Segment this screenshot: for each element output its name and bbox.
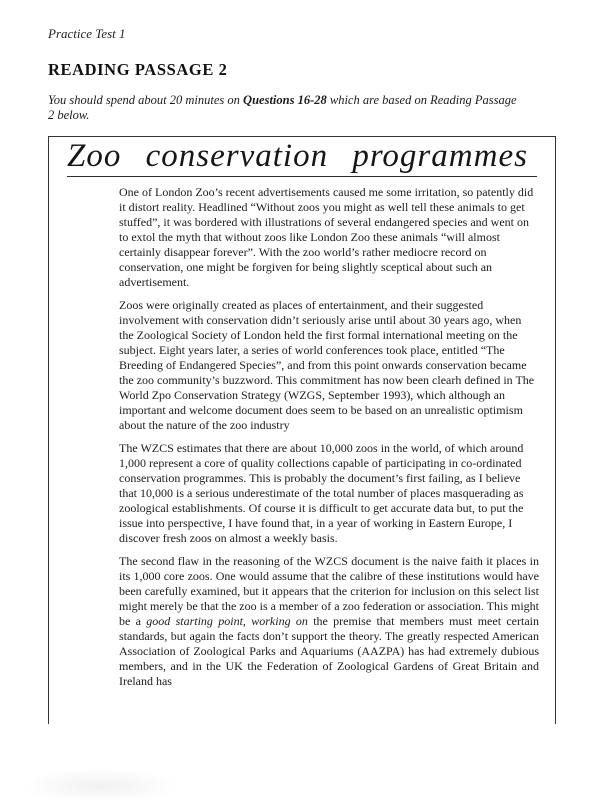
instruction-text (48, 93, 573, 123)
instruction-questions-range: Questions 16-28 (243, 93, 327, 107)
passage-paragraph-1 (119, 185, 539, 290)
running-header: Practice Test 1 (48, 26, 126, 41)
instruction-line2: 2 below. (48, 108, 90, 122)
text-segment: the premise that members must meet certain standards, but again the facts don’t support the theory. The greatly respected American Association of Zoological Parks and Aquariums (AAZPA) has had extremely dubious members, and in the UK the Federation of Zoological Gardens of Great Britain and Ireland has (119, 614, 539, 688)
passage-paragraph-4 (119, 554, 539, 689)
passage-paragraph-2 (119, 298, 539, 433)
section-title: READING PASSAGE 2 (48, 60, 228, 79)
passage-body (49, 177, 555, 689)
passage-box (48, 136, 556, 724)
scan-artifact-smudge (20, 768, 180, 800)
text-segment: The second flaw in the reasoning of the WZCS document is the naive faith it places in its 1,000 core zoos. One would assume that the calibre of these institutions would have been carefully examined, but it appears that the criterion for inclusion on this select list might merely be that the zoo is a member of a zoo federation or association. This might be a (119, 554, 539, 628)
instruction-pre: You should spend about 20 minutes on (48, 93, 244, 107)
passage-paragraph-3 (119, 441, 539, 546)
text-segment: One of London Zoo’s recent advertisements caused me some irritation, so patently did it distort reality. Headlined “Without zoos you might as well tell these animals to get stuffed”, it was bordered with illustrations of several endangered species and went on to extol the myth that without zoos like London Zoo these animals “will almost certainly disappear forever”. With the zoo world’s rather mediocre record on conservation, one might be forgiven for being slightly sceptical about such an advertisement. (119, 185, 534, 289)
passage-title: Zoo conservation programmes (67, 138, 528, 174)
instruction-post: which are based on Reading Passage (326, 93, 517, 107)
italic-text-segment: good starting point, working on (146, 614, 308, 628)
text-segment: The WZCS estimates that there are about 10,000 zoos in the world, of which around 1,000 represent a core of quality collections capable of participating in co-ordinated conservation programmes. This is probably the document’s first failing, as I believe that 10,000 is a serious underestimate of the total number of places masquerading as zoological establishments. Of course it is difficult to get accurate data but, to put the issue into perspective, I have found that, in a year of working in Eastern Europe, I discover fresh zoos on almost a weekly basis. (119, 441, 524, 545)
text-segment: Zoos were originally created as places of entertainment, and their suggested involvement with conservation didn’t seriously arise until about 30 years ago, when the Zoological Society of London held the first formal international meeting on the subject. Eight years later, a series of world conferences took place, entitled “The Breeding of Endangered Species”, and from this point onwards conservation became the zoo community’s buzzword. This commitment has now been clearh defined in The World Zpo Conservation Strategy (WZGS, September 1993), which although an important and welcome document does seem to be based on an unrealistic optimism about the nature of the zoo industry (119, 298, 535, 432)
